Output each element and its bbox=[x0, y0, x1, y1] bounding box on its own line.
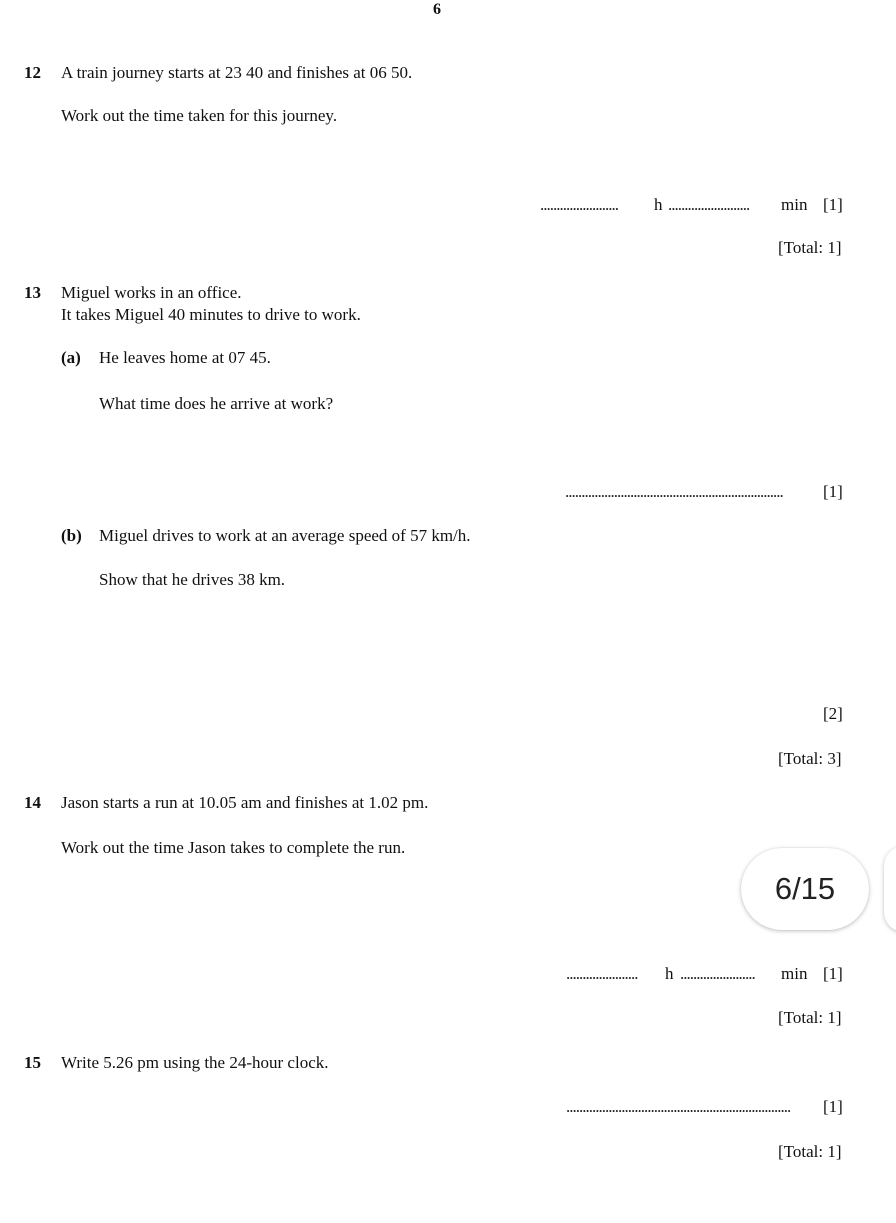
part-a-text: He leaves home at 07 45. bbox=[99, 348, 271, 367]
question-number: 12 bbox=[24, 63, 41, 82]
question-prompt: Work out the time Jason takes to complete the run. bbox=[61, 838, 406, 857]
question-prompt: Work out the time taken for this journey. bbox=[61, 106, 338, 125]
question-number: 13 bbox=[24, 283, 41, 302]
page-indicator-badge: 6/15 bbox=[741, 848, 869, 930]
minutes-label: min bbox=[781, 195, 808, 214]
question-number: 14 bbox=[24, 793, 41, 812]
part-b-label: (b) bbox=[61, 526, 82, 545]
hours-label: h bbox=[665, 964, 674, 983]
part-a-marks: [1] bbox=[823, 482, 843, 501]
total-marks: [Total: 1] bbox=[778, 238, 842, 257]
viewer-side-control[interactable] bbox=[884, 846, 896, 932]
answer-blank-hours[interactable]: ........................ bbox=[540, 195, 618, 214]
marks: [1] bbox=[823, 964, 843, 983]
marks: [1] bbox=[823, 1097, 843, 1116]
total-marks: [Total: 1] bbox=[778, 1008, 842, 1027]
answer-blank-minutes[interactable]: ....................... bbox=[680, 964, 755, 983]
part-b-text: Miguel drives to work at an average speed of 57 km/h. bbox=[99, 526, 471, 545]
question-stem: Jason starts a run at 10.05 am and finishes at 1.02 pm. bbox=[61, 793, 429, 812]
minutes-label: min bbox=[781, 964, 808, 983]
question-stem: A train journey starts at 23 40 and finishes at 06 50. bbox=[61, 63, 413, 82]
question-stem-line-2: It takes Miguel 40 minutes to drive to work. bbox=[61, 305, 361, 324]
marks: [1] bbox=[823, 195, 843, 214]
question-stem: Write 5.26 pm using the 24-hour clock. bbox=[61, 1053, 329, 1072]
page-number: 6 bbox=[433, 1, 441, 18]
part-a-answer-blank[interactable]: ................................................................... bbox=[565, 482, 783, 501]
question-stem-line-1: Miguel works in an office. bbox=[61, 283, 242, 302]
part-a-label: (a) bbox=[61, 348, 81, 367]
answer-blank-hours[interactable]: ...................... bbox=[566, 964, 638, 983]
part-b-marks: [2] bbox=[823, 704, 843, 723]
answer-blank-minutes[interactable]: ......................... bbox=[668, 195, 750, 214]
part-a-prompt: What time does he arrive at work? bbox=[99, 394, 334, 413]
question-number: 15 bbox=[24, 1053, 41, 1072]
part-b-prompt: Show that he drives 38 km. bbox=[99, 570, 286, 589]
hours-label: h bbox=[654, 195, 663, 214]
total-marks: [Total: 1] bbox=[778, 1142, 842, 1161]
total-marks: [Total: 3] bbox=[778, 749, 842, 768]
answer-blank[interactable]: ..................................................................... bbox=[566, 1097, 791, 1116]
